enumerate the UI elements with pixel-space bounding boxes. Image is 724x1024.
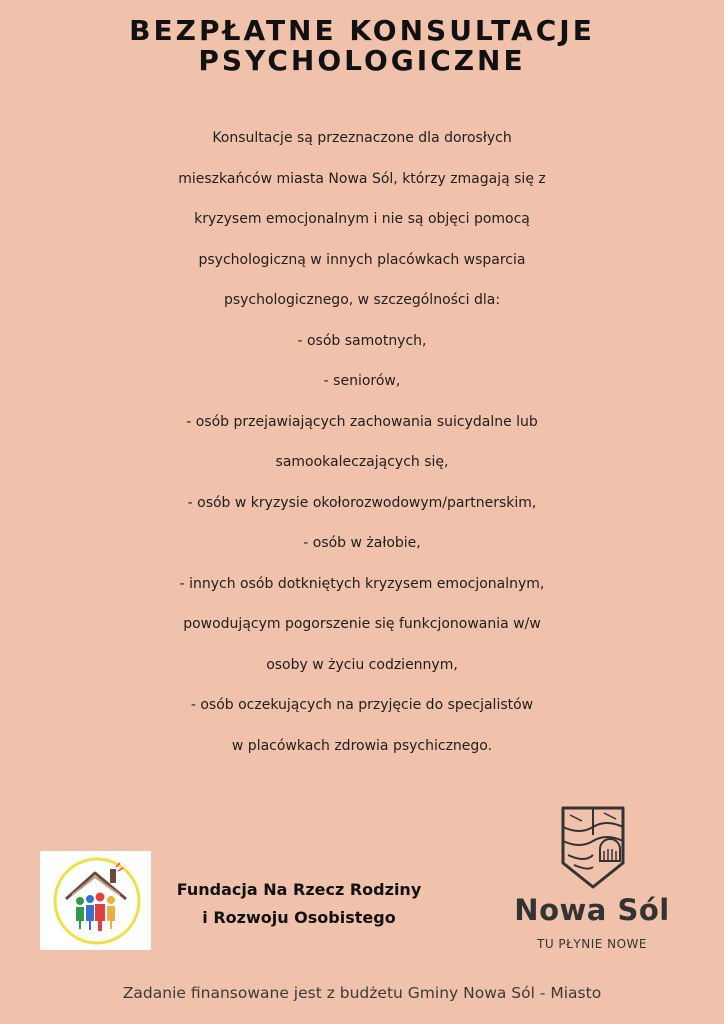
funding-note: Zadanie finansowane jest z budżetu Gminy Nowa Sól - Miasto	[122, 984, 602, 1002]
city-slogan: TU PŁYNIE NOWE	[536, 937, 648, 951]
body-line: Konsultacje są przeznaczone dla dorosłych	[212, 130, 512, 146]
foundation-name-line-2: i Rozwoju Osobistego	[202, 908, 396, 927]
foundation-name	[144, 876, 454, 932]
list-item: w placówkach zdrowia psychicznego.	[231, 737, 493, 754]
list-item: - innych osób dotkniętych kryzysem emocjonalnym,	[179, 575, 545, 592]
list-item: - osób oczekujących na przyjęcie do specjalistów	[190, 697, 534, 713]
list-item: - osób przejawiających zachowania suicydalne lub	[186, 413, 538, 430]
body-line: mieszkańców miasta Nowa Sól, którzy zmagają się z	[178, 170, 546, 187]
foundation-name-line-1: Fundacja Na Rzecz Rodziny	[176, 880, 422, 899]
body-line: psychologiczną w innych placówkach wsparcia	[198, 251, 526, 268]
list-item: - seniorów,	[323, 373, 401, 389]
foundation-logo	[40, 851, 151, 950]
list-item: - osób samotnych,	[297, 332, 427, 349]
body-text	[0, 118, 724, 766]
list-item: - osób w kryzysie okołorozwodowym/partnerskim,	[187, 494, 537, 511]
list-item: - osób w żałobie,	[303, 535, 421, 551]
title-line-1: BEZPŁATNE KONSULTACJE	[129, 14, 595, 47]
city-name: Nowa Sól	[514, 893, 670, 927]
title-line-2: PSYCHOLOGICZNE	[198, 44, 526, 77]
list-item: powodującym pogorszenie się funkcjonowania w/w	[183, 616, 541, 632]
nowa-sol-emblem-icon	[560, 805, 626, 895]
list-item: osoby w życiu codziennym,	[266, 656, 458, 673]
page-title	[0, 16, 724, 76]
list-item: samookaleczających się,	[275, 454, 449, 470]
body-line: kryzysem emocjonalnym i nie są objęci pomocą	[194, 211, 530, 227]
family-house-logo-icon	[40, 851, 151, 950]
body-line: psychologicznego, w szczególności dla:	[223, 292, 501, 308]
